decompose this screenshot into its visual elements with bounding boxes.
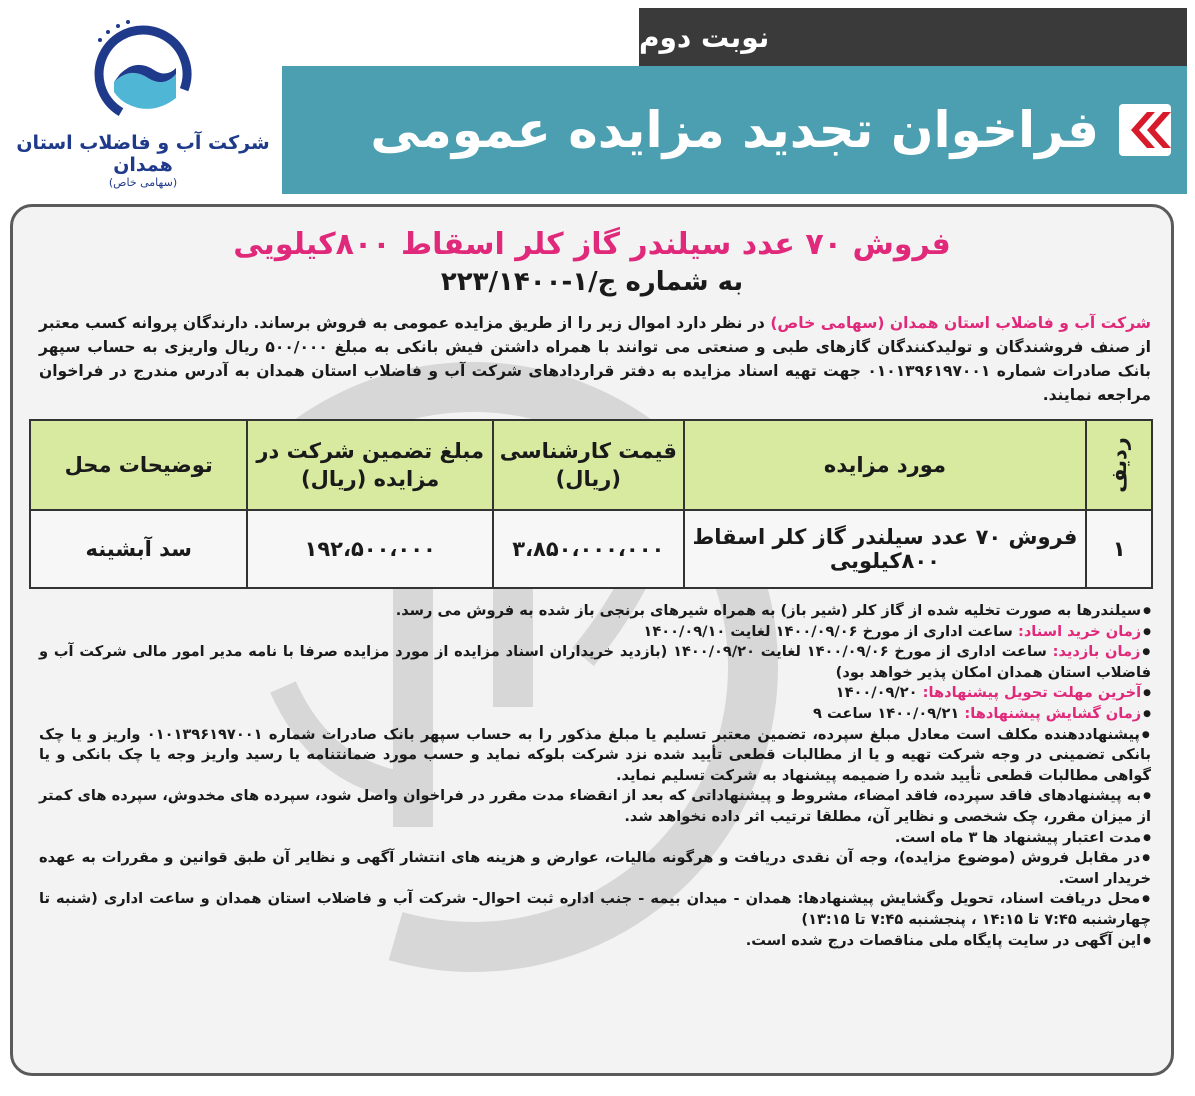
list-item: ● این آگهی در سایت پایگاه ملی مناقصات درج شده است.	[39, 931, 1151, 952]
cell-item: فروش ۷۰ عدد سیلندر گاز کلر اسقاط ۸۰۰کیلویی	[684, 510, 1087, 588]
company-logo	[12, 12, 274, 192]
header-expert-price: قیمت کارشناسی (ریال)	[493, 420, 684, 510]
list-item: ● زمان بازدید: ساعت اداری از مورخ ۱۴۰۰/۰۹/۰۶ لغایت ۱۴۰۰/۰۹/۲۰ (بازدید خریداران اسناد مزایده از مورد مزایده صرفا با نامه مدیر امور مالی شرکت آب و فاضلاب استان همدان امکان پذیر خواهد بود)	[39, 642, 1151, 683]
edition-label: نوبت دوم	[639, 8, 1187, 66]
header-guarantee: مبلغ تضمین شرکت در مزایده (ریال)	[247, 420, 493, 510]
list-item: ● مدت اعتبار پیشنهاد ها ۳ ماه است.	[39, 828, 1151, 849]
list-item: ● زمان خرید اسناد: ساعت اداری از مورخ ۱۴۰۰/۰۹/۰۶ لغایت ۱۴۰۰/۰۹/۱۰	[39, 622, 1151, 643]
list-item: ● در مقابل فروش (موضوع مزایده)، وجه آن نقدی دریافت و هرگونه مالیات، عوارض و هزینه های انتشار آگهی و نظایر آن طبق قوانین و مقررات به عهده خریدار است.	[39, 848, 1151, 889]
list-item: ● زمان گشایش پیشنهادها: ۱۴۰۰/۰۹/۲۱ ساعت ۹	[39, 704, 1151, 725]
water-drop-logo-icon	[78, 12, 208, 132]
notice-number: به شماره ج/۱-۲۲۳/۱۴۰۰	[440, 267, 744, 297]
terms-list	[39, 601, 1151, 951]
list-item: ● پیشنهاددهنده مکلف است معادل مبلغ سپرده، تضمین معتبر تسلیم یا مبلغ مذکور را به حساب سپهر بانک صادرات شماره ۰۱۰۱۳۹۶۱۹۷۰۰۱ واریز و یا چک بانکی تضمینی در وجه شرکت تهیه و یا از مطالبات قطعی تأیید شده نزد شرکت بلوکه نماید و حسب مورد ضمانتنامه یا رسید واریز وجه یا چک بانکی و یا گواهی مطالبات قطعی تأیید شده را ضمیمه پیشنهاد به شرکت تسلیم نماید.	[39, 725, 1151, 787]
list-item: ● آخرین مهلت تحویل پیشنهادها: ۱۴۰۰/۰۹/۲۰	[39, 683, 1151, 704]
logo-company-type: (سهامی خاص)	[108, 176, 178, 189]
notice-headline: فروش ۷۰ عدد سیلندر گاز کلر اسقاط ۸۰۰کیلویی	[233, 227, 951, 262]
intro-company: شرکت آب و فاضلاب استان همدان (سهامی خاص)	[770, 314, 1152, 332]
double-chevron-left-icon	[1117, 102, 1173, 158]
notice-box	[10, 204, 1174, 1076]
intro-text: در نظر دارد اموال زیر را از طریق مزایده عمومی به فروش برساند. دارندگان پروانه کسب معتبر از صنف فروشندگان و تولیدکنندگان گازهای طبی و صنعتی می توانند با همراه داشتن فیش بانکی به مبلغ ۵۰۰/۰۰۰ ریال واریزی به حساب سپهر بانک صادرات شماره ۰۱۰۱۳۹۶۱۹۷۰۰۱ جهت تهیه اسناد مزایده به دفتر قراردادهای شرکت آب و فاضلاب استان همدان به آدرس مندرج در فراخوان مراجعه نمایند.	[39, 314, 1151, 404]
list-item: ● سیلندرها به صورت تخلیه شده از گاز کلر (شیر باز) به همراه شیرهای برنجی باز شده به فروش می رسد.	[39, 601, 1151, 622]
cell-location: سد آبشینه	[30, 510, 247, 588]
cell-expert-price: ۳،۸۵۰،۰۰۰،۰۰۰	[493, 510, 684, 588]
header-location: توضیحات محل	[30, 420, 247, 510]
auction-table	[29, 419, 1153, 589]
cell-row-no: ۱	[1086, 510, 1152, 588]
header-row-no: ردیف	[1086, 420, 1152, 510]
intro-paragraph	[39, 311, 1151, 407]
table-row	[30, 510, 1152, 588]
list-item: ● به پیشنهادهای فاقد سپرده، فاقد امضاء، مشروط و پیشنهاداتی که بعد از انقضاء مدت مقرر در فراخوان واصل شود، سپرده های مخدوش، سپرده های کمتر از میزان مقرر، چک شخصی و نظایر آن، مطلقا ترتیب اثر داده نخواهد شد.	[39, 786, 1151, 827]
table-header-row	[30, 420, 1152, 510]
cell-guarantee: ۱۹۲،۵۰۰،۰۰۰	[247, 510, 493, 588]
title-banner	[282, 66, 1187, 194]
header-item: مورد مزایده	[684, 420, 1087, 510]
logo-company-name: شرکت آب و فاضلاب استان همدان	[16, 132, 270, 176]
page-title: فراخوان تجدید مزایده عمومی	[370, 101, 1099, 159]
list-item: ● محل دریافت اسناد، تحویل وگشایش پیشنهادها: همدان - میدان بیمه - جنب اداره ثبت احوال- شرکت آب و فاضلاب استان همدان و ساعت اداری (شنبه تا چهارشنبه ۷:۴۵ تا ۱۴:۱۵ ، پنجشنبه ۷:۴۵ تا ۱۳:۱۵)	[39, 889, 1151, 930]
